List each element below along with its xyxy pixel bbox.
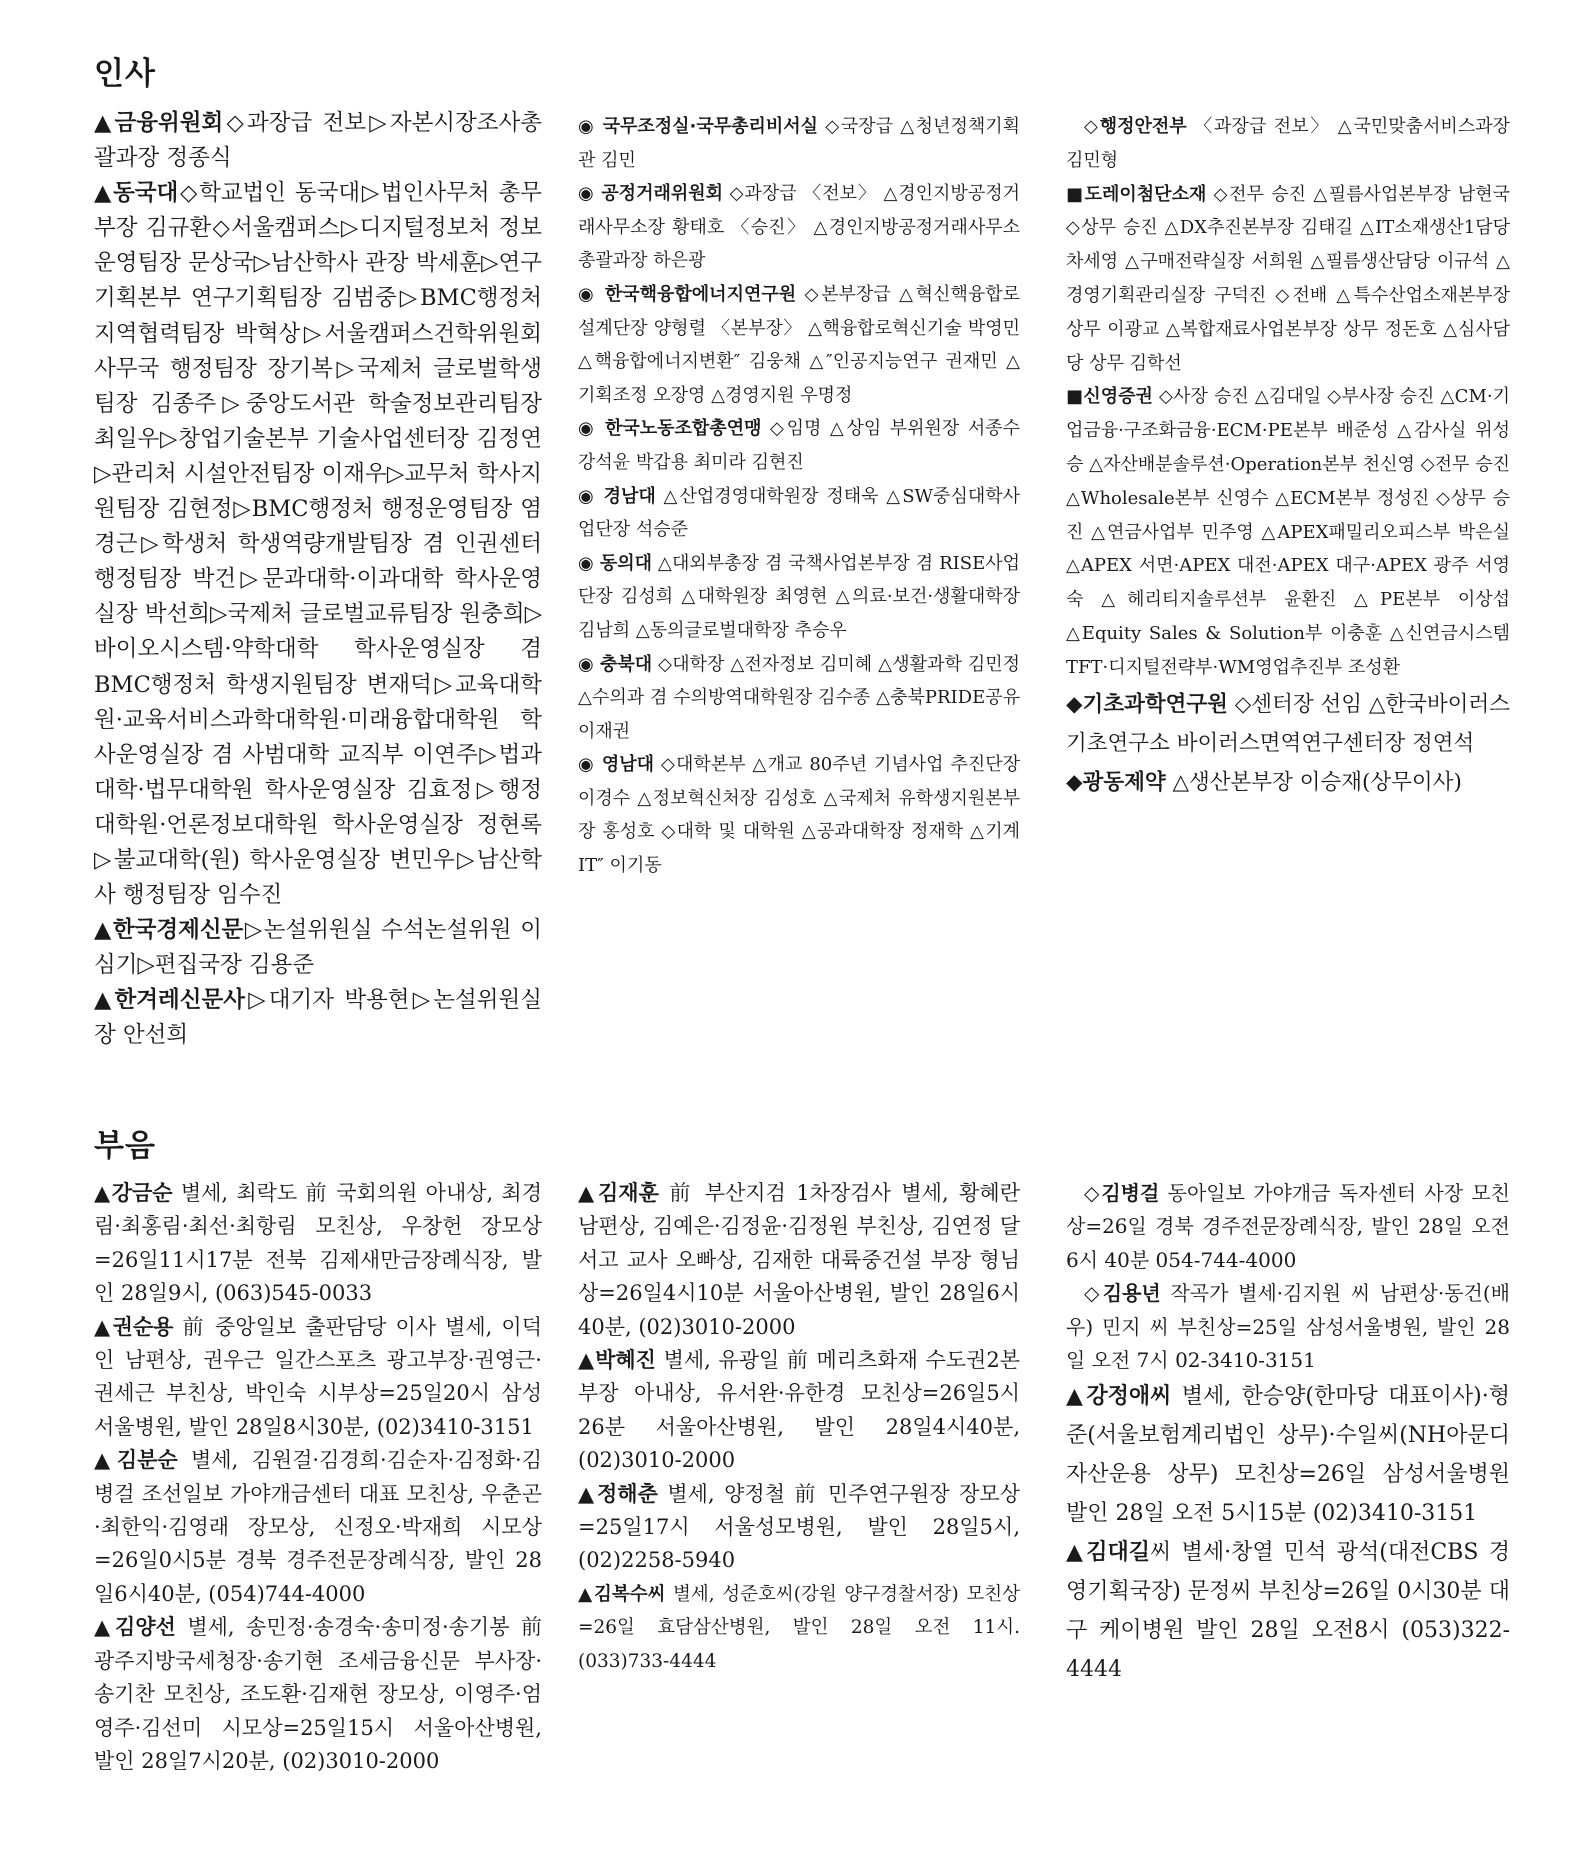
- entry-name: 한국경제신문: [112, 917, 244, 944]
- entry-text: ◇대학장 △전자정보 김미혜 △생활과학 김민정 △수의과 겸 수의방역대학원장 김수종 △충북PRIDE공유 이재권: [578, 653, 1020, 742]
- entry: [94, 1611, 542, 1778]
- entry-name: 기초과학연구원: [1082, 691, 1228, 717]
- entry-marker: ◉: [578, 418, 605, 440]
- entry-text: ▷논설위원실 수석논설위원 이심기▷편집국장 김용준: [94, 917, 542, 979]
- entry-text: 별세, 유광일 前 메리츠화재 수도권2본부장 아내상, 유서완·유한경 모친상=26일5시26분 서울아산병원, 발인 28일4시40분, (02)3010-2000: [578, 1348, 1020, 1473]
- entry-text: ◇학교법인 동국대▷법인사무처 총무부장 김규환◇서울캠퍼스▷디지털정보처 정보운영팀장 문상국▷남산학사 관장 박세훈▷연구기획본부 연구기획팀장 김범중▷BMC행정처 지역협력팀장 박혁상▷서울캠퍼스건학위원회 사무국 행정팀장 장기복▷국제처 글로벌학생팀장 김종주▷중앙도서관 학술정보관리팀장 최일우▷창업기술본부 기술사업센터장 김정연▷관리처 시설안전팀장 이재우▷교무처 학사지원팀장 김현정▷BMC행정처 행정운영팀장 염경근▷학생처 학생역량개발팀장 겸 인권센터 행정팀장 박건▷문과대학·이과대학 학사운영실장 박선희▷국제처 글로벌교류팀장 원충희▷바이오시스템·약학대학 학사운영실장 겸 BMC행정처 학생지원팀장 변재덕▷교육대학원·교육서비스과학대학원·미래융합대학원 학사운영실장 겸 사범대학 교직부 이연주▷법과대학·법무대학원 학사운영실장 김효정▷행정대학원·언론정보대학원 학사운영실장 정현록▷불교대학(원) 학사운영실장 변민우▷남산학사 행정팀장 임수진: [94, 180, 542, 909]
- entry: [1066, 1533, 1510, 1689]
- entry-marker: ◇: [1084, 116, 1100, 137]
- obituaries-column-3: [1066, 1177, 1510, 1689]
- entry-name: 김병걸: [1101, 1181, 1160, 1205]
- entry-marker: ▲: [94, 1181, 112, 1205]
- entry-marker: ◆: [1066, 769, 1083, 795]
- entry-marker: ◆: [1066, 691, 1083, 717]
- entry-name: 정해춘: [597, 1481, 658, 1506]
- entry: [1066, 763, 1510, 802]
- entry-text: ◇사장 승진 △김대일 ◇부사장 승진 △CM·기업금융·구조화금융·ECM·PE본부 배준성 △감사실 위성승 △자산배분솔루션·Operation본부 천신영 ◇전무 승진 △Wholesale본부 신영수 △ECM본부 정성진 ◇상무 승진 △연금사업부 민주영 △APEX패밀리오피스부 박은실 △APEX 서면·APEX 대전·APEX 대구·APEX 광주 서영숙 △헤리티지솔루션부 윤환진 △PE본부 이상섭 △Equity Sales & Solution부 이충훈 △신연금시스템TFT·디지털전략부·WM영업추진부 조성환: [1066, 386, 1510, 678]
- entry-text: 별세, 송민정·송경숙·송미정·송기봉 前 광주지방국세청장·송기현 조세금융신문 부사장·송기찬 모친상, 조도환·김재현 장모상, 이영주·엄영주·김선미 시모상=25일15시 서울아산병원, 발인 28일7시20분, (02)3010-2000: [94, 1615, 542, 1773]
- entry-name: 김양선: [114, 1615, 176, 1640]
- entry: [578, 1344, 1020, 1478]
- entry-marker: ▲: [94, 917, 113, 944]
- entry-marker: ▲: [94, 110, 115, 136]
- personnel-column-1: [94, 106, 542, 1054]
- personnel-section-title: 인사: [94, 56, 156, 92]
- entry: [578, 177, 1020, 278]
- entry-marker: ▲: [94, 987, 115, 1014]
- entry-text: ◇국장급 △청년정책기획관 김민: [578, 116, 1020, 171]
- entry: [578, 480, 1020, 547]
- entry-name: 한겨레신문사: [114, 987, 245, 1014]
- entry: [94, 1311, 542, 1445]
- entry: [1066, 685, 1510, 763]
- entry: [1066, 1277, 1510, 1377]
- entry-name: 행정안전부: [1099, 116, 1187, 137]
- entry-text: 前 부산지검 1차장검사 별세, 황혜란 남편상, 김예은·김정윤·김정원 부친상, 김연정 달서고 교사 오빠상, 김재한 대륙중건설 부장 형님상=26일4시10분 서울아산병원, 발인 28일6시40분, (02)3010-2000: [578, 1181, 1020, 1339]
- entry: [94, 983, 542, 1053]
- entry-name: 강금순: [111, 1181, 173, 1205]
- entry-marker: ▲: [1066, 1540, 1087, 1566]
- entry-marker: ▲: [578, 1583, 594, 1605]
- entry-text: ◇임명 △상임 부위원장 서종수 강석윤 박갑용 최미라 김현진: [578, 418, 1020, 473]
- entry-marker: ▲: [578, 1348, 596, 1373]
- entry-name: 권순용: [112, 1314, 174, 1339]
- entry-marker: ◇: [1084, 1181, 1102, 1205]
- entry: [1066, 110, 1510, 178]
- entry: [578, 110, 1020, 177]
- obituaries-column-1: [94, 1177, 542, 1778]
- entry-text: △산업경영대학원장 정태욱 △SW중심대학사업단장 석승준: [578, 485, 1020, 541]
- entry-marker: ■: [1066, 386, 1084, 408]
- entry: [94, 1444, 542, 1611]
- entry-name: 경남대: [603, 485, 656, 507]
- entry-name: 박혜진: [595, 1348, 656, 1373]
- entry-text: 별세, 성준호씨(강원 양구경찰서장) 모친상=26일 효담삼산병원, 발인 28일 오전 11시. (033)733-4444: [578, 1583, 1020, 1672]
- entry-text: 〈과장급 전보〉 △국민맞춤서비스과장 김민형: [1066, 116, 1510, 171]
- obituaries-section-title: 부음: [94, 1128, 156, 1164]
- entry: [94, 913, 542, 983]
- entry-text: 별세, 최락도 前 국회의원 아내상, 최경림·최홍림·최선·최항림 모친상, 우창헌 장모상=26일11시17분 전북 김제새만금장례식장, 발인 28일9시, (063)545-0033: [94, 1181, 543, 1306]
- entry-text: 별세, 김원걸·김경희·김순자·김정화·김병걸 조선일보 가야개금센터 대표 모친상, 우춘곤·최한익·김영래 장모상, 신정오·박재희 시모상=26일0시5분 경북 경주전문장례식장, 발인 28일6시40분, (054)744-4000: [94, 1448, 542, 1606]
- entry-name: 광동제약: [1082, 769, 1166, 795]
- entry: [1066, 380, 1510, 684]
- entry-name: 공정거래위원회: [601, 183, 724, 205]
- entry-name: 김복수씨: [593, 1583, 666, 1605]
- entry: [94, 176, 542, 913]
- entry-marker: ■: [1066, 183, 1085, 205]
- entry-marker: ◉: [578, 754, 602, 776]
- personnel-column-2: [578, 110, 1020, 883]
- entry-name: 김분순: [116, 1448, 178, 1473]
- entry-marker: ▲: [94, 1448, 117, 1473]
- entry-text: ◇대학본부 △개교 80주년 기념사업 추진단장 이경수 △정보혁신처장 김성호 △국제처 유학생지원본부장 홍성호 ◇대학 및 대학원 △공과대학장 정재학 △기계IT″ 이기동: [578, 754, 1020, 877]
- entry-marker: ▲: [94, 1314, 113, 1339]
- entry: [94, 106, 542, 176]
- entry-text: 동아일보 가야개금 독자센터 사장 모친상=26일 경북 경주전문장례식장, 발인 28일 오전 6시 40분 054-744-4000: [1066, 1181, 1510, 1272]
- entry: [578, 648, 1020, 749]
- entry: [578, 1177, 1020, 1344]
- entry-text: ◇과장급 〈전보〉 △경인지방공정거래사무소장 황태호 〈승진〉 △경인지방공정거래사무소 총괄과장 하은광: [578, 183, 1020, 272]
- entry-text: 씨 별세·창열 민석 광석(대전CBS 경영기획국장) 문정씨 부친상=26일 0시30분 대구 케이병원 발인 28일 오전8시 (053)322-4444: [1066, 1540, 1511, 1683]
- entry-marker: ▲: [578, 1481, 597, 1506]
- entry-marker: ▲: [578, 1181, 598, 1205]
- entry: [578, 1478, 1020, 1578]
- entry-text: ◇과장급 전보▷자본시장조사총괄과장 정종식: [94, 110, 542, 172]
- entry-name: 동의대: [599, 552, 652, 574]
- entry-text: ◇본부장급 △혁신핵융합로설계단장 양형렬 〈본부장〉 △핵융합로혁신기술 박영민 △핵융합에너지변환″ 김웅채 △″인공지능연구 권재민 △기획조정 오장영 △경영지원 우명정: [578, 283, 1020, 406]
- entry-marker: ◉: [578, 116, 603, 137]
- entry-name: 동국대: [113, 180, 179, 207]
- entry-name: 한국핵융합에너지연구원: [604, 283, 797, 305]
- personnel-column-3: [1066, 110, 1510, 802]
- entry-name: 도레이첨단소재: [1084, 183, 1207, 205]
- entry-marker: ▲: [94, 180, 114, 207]
- entry: [1066, 1177, 1510, 1277]
- entry: [94, 1177, 542, 1311]
- entry-marker: ◉: [578, 183, 602, 205]
- entry-name: 한국노동조합총연맹: [604, 418, 762, 440]
- entry-text: △대외부총장 겸 국책사업본부장 겸 RISE사업단장 김성희 △대학원장 최영현 △의료·보건·생활대학장 김남희 △동의글로벌대학장 추승우: [578, 552, 1020, 641]
- entry: [578, 547, 1020, 648]
- entry: [1066, 178, 1510, 381]
- entry-name: 충북대: [599, 653, 653, 675]
- entry-text: 별세, 한승양(한마당 대표이사)·형준(서울보험계리법인 상무)·수일씨(NH아문디자산운용 상무) 모친상=26일 삼성서울병원 발인 28일 오전 5시15분 (02)3410-3151: [1066, 1384, 1510, 1527]
- entry-name: 국무조정실·국무총리비서실: [602, 116, 819, 137]
- entry: [578, 748, 1020, 882]
- entry: [1066, 1377, 1510, 1533]
- entry-marker: ◇: [1084, 1281, 1103, 1306]
- entry: [578, 278, 1020, 412]
- entry-name: 강정애씨: [1086, 1384, 1172, 1410]
- entry-marker: ◉: [578, 485, 604, 507]
- entry-name: 김용년: [1102, 1281, 1161, 1306]
- entry: [578, 1578, 1020, 1678]
- entry-marker: ◉: [578, 552, 600, 574]
- entry-text: 별세, 양정철 前 민주연구원장 장모상=25일17시 서울성모병원, 발인 28일5시, (02)2258-5940: [578, 1481, 1020, 1573]
- entry-text: 前 중앙일보 출판담당 이사 별세, 이덕인 남편상, 권우근 일간스포츠 광고부장·권영근·권세근 부친상, 박인숙 시부상=25일20시 삼성서울병원, 발인 28일8시30분, (02)3410-3151: [94, 1314, 542, 1439]
- entry-name: 김재훈: [598, 1181, 659, 1205]
- entry-text: ▷대기자 박용현▷논설위원실장 안선희: [94, 987, 542, 1049]
- entry: [578, 412, 1020, 479]
- entry-name: 김대길: [1086, 1540, 1151, 1566]
- entry-marker: ◉: [578, 653, 600, 675]
- entry-name: 신영증권: [1083, 386, 1153, 408]
- entry-text: 작곡가 별세·김지원 씨 남편상·동건(배우) 민지 씨 부친상=25일 삼성서울병원, 발인 28일 오전 7시 02-3410-3151: [1066, 1281, 1510, 1373]
- obituaries-column-2: [578, 1177, 1020, 1678]
- entry-text: ◇전무 승진 △필름사업본부장 남현국 ◇상무 승진 △DX추진본부장 김태길 △IT소재생산1담당 차세영 △구매전략실장 서희원 △필름생산담당 이규석 △경영기획관리실장 구덕진 ◇전배 △특수산업소재본부장 상무 이광교 △복합재료사업본부장 상무 정돈호 △심사담당 상무 김학선: [1066, 183, 1510, 374]
- entry-text: △생산본부장 이승재(상무이사): [1165, 769, 1462, 795]
- entry-marker: ◉: [578, 283, 605, 305]
- entry-marker: ▲: [1066, 1384, 1087, 1410]
- entry-name: 영남대: [601, 754, 655, 776]
- entry-text: ◇센터장 선임 △한국바이러스기초연구소 바이러스면역연구센터장 정연석: [1066, 691, 1510, 756]
- entry-marker: ▲: [94, 1615, 115, 1640]
- entry-name: 금융위원회: [114, 110, 224, 136]
